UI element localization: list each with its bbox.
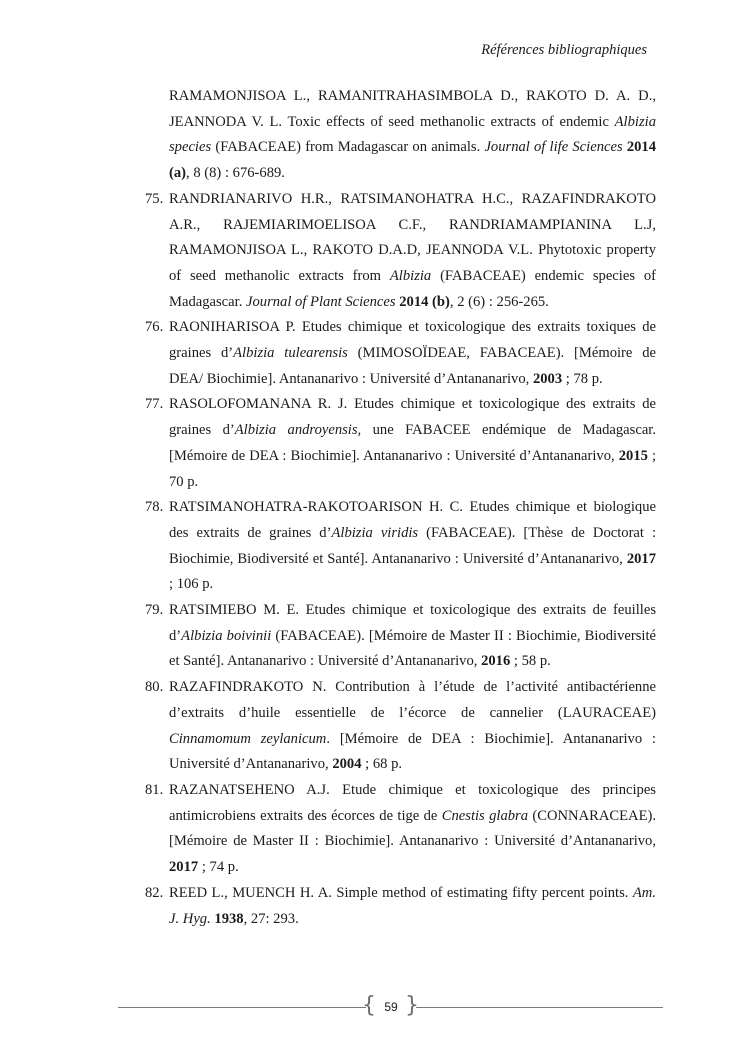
reference-text: . [Mémoire de DEA : Biochimie]. Antananarivo : Université d’Antananarivo, (169, 730, 656, 773)
reference-entry (169, 84, 656, 187)
reference-text: RAZANATSEHENO A.J. Etude chimique et toxicologique des principes antimicrobiens extraits des écorces de tige de (169, 781, 656, 824)
reference-text: ; 106 p. (169, 576, 214, 593)
reference-number: 81. (145, 781, 164, 798)
reference-year: 2015 (618, 447, 648, 464)
reference-text: RAZAFINDRAKOTO N. Contribution à l’étude de l’activité antibactérienne d’extraits d’huile essentielle de l’écorce de cannelier (LAURACEAE) (169, 679, 656, 721)
reference-number: 78. (145, 499, 164, 516)
reference-italic-text: Albizia tulearensis (233, 345, 348, 362)
reference-list (0, 84, 745, 932)
right-brace-icon: } (405, 993, 419, 1018)
reference-text: , 27: 293. (243, 910, 299, 927)
reference-year: 1938 (214, 910, 244, 927)
reference-italic-text: Albizia androyensis, (234, 422, 362, 439)
reference-italic-text: Am. J. Hyg. (169, 884, 656, 927)
reference-entry (145, 392, 656, 495)
reference-year: 2014 (a) (169, 139, 656, 182)
reference-text: (FABACEAE). [Thèse de Doctorat : Biochimie, Biodiversité et Santé]. Antananarivo : Université d’Antananarivo, (169, 524, 657, 567)
reference-entry (145, 315, 656, 392)
reference-italic-text: Albizia viridis (331, 524, 419, 541)
reference-number: 82. (145, 884, 164, 901)
reference-text: (MIMOSOÏDEAE, FABACEAE). [Mémoire de DEA/ Biochimie]. Antananarivo : Université d’Antananarivo, (169, 345, 656, 387)
reference-entry (145, 675, 656, 778)
reference-italic-text: Albizia (389, 267, 432, 284)
reference-italic-text: Albizia species (169, 113, 656, 156)
reference-number: 80. (145, 679, 164, 696)
reference-text: (FABACEAE). [Mémoire de Master II : Biochimie, Biodiversité et Santé]. Antananarivo : Université d’Antananarivo, (169, 627, 656, 670)
running-header: Références bibliographiques (481, 42, 647, 58)
reference-text: ; 78 p. (562, 370, 603, 387)
reference-entry (145, 778, 656, 881)
reference-text: REED L., MUENCH H. A. Simple method of estimating fifty percent points. (169, 884, 633, 901)
reference-text: ; 74 p. (198, 859, 239, 876)
reference-text: ; 70 p. (169, 447, 656, 490)
reference-text: RATSIMANOHATRA-RAKOTOARISON H. C. Etudes chimique et biologique des extraits de graines d’ (169, 499, 656, 541)
footer-rule-left (118, 1007, 366, 1008)
reference-entry (145, 598, 656, 675)
reference-italic-text: Albizia boivinii (181, 627, 272, 644)
reference-italic-text: Journal of Plant Sciences (246, 293, 396, 310)
reference-text: RATSIMIEBO M. E. Etudes chimique et toxicologique des extraits de feuilles d’ (169, 602, 656, 644)
reference-italic-text: Journal of life Sciences (484, 139, 623, 156)
reference-text: ; 68 p. (361, 756, 403, 773)
reference-year: 2003 (532, 370, 563, 387)
reference-text: RAONIHARISOA P. Etudes chimique et toxicologique des extraits toxiques de graines d’ (169, 319, 656, 362)
reference-text: ; 58 p. (510, 653, 551, 670)
reference-entry (145, 495, 657, 598)
reference-year: 2016 (481, 653, 511, 670)
reference-year: 2014 (b) (399, 293, 450, 310)
reference-text: (FABACEAE) endemic species of Madagascar. (169, 267, 656, 310)
reference-year: 2017 (169, 859, 199, 876)
reference-number: 76. (145, 319, 164, 336)
reference-year: 2017 (626, 550, 656, 567)
reference-entry (145, 187, 656, 316)
reference-number: 79. (145, 602, 164, 619)
reference-text: (FABACEAE) from Madagascar on animals. (211, 139, 485, 156)
reference-entry (145, 881, 656, 932)
reference-text: RASOLOFOMANANA R. J. Etudes chimique et toxicologique des extraits de graines d’ (169, 396, 656, 439)
reference-year: 2004 (332, 756, 362, 773)
page-number: 59 (384, 1000, 398, 1014)
reference-text: RANDRIANARIVO H.R., RATSIMANOHATRA H.C., RAZAFINDRAKOTO A.R., RAJEMIARIMOELISOA C.F., RANDRIAMAMPIANINA L.J, RAMAMONJISOA L., RAKOTO D.A.D, JEANNODA V.L. Phytotoxic property of seed methanolic extracts from (169, 190, 656, 284)
reference-text: RAMAMONJISOA L., RAMANITRAHASIMBOLA D., RAKOTO D. A. D., JEANNODA V. L. Toxic effects of seed methanolic extracts of endemic (169, 88, 656, 130)
reference-text: (CONNARACEAE). [Mémoire de Master II : Biochimie]. Antananarivo : Université d’Antananarivo, (169, 807, 656, 850)
reference-number: 75. (145, 190, 164, 207)
reference-text: , 2 (6) : 256-265. (449, 293, 549, 310)
reference-text: une FABACEE endémique de Madagascar. [Mémoire de DEA : Biochimie]. Antananarivo : Université d’Antananarivo, (169, 422, 656, 464)
reference-number: 77. (145, 396, 164, 413)
left-brace-icon: { (362, 993, 376, 1018)
reference-italic-text: Cnestis glabra (441, 807, 529, 824)
footer-rule-right (416, 1007, 663, 1008)
reference-text: , 8 (8) : 676-689. (186, 165, 285, 182)
reference-italic-text: Cinnamomum zeylanicum (169, 730, 327, 747)
